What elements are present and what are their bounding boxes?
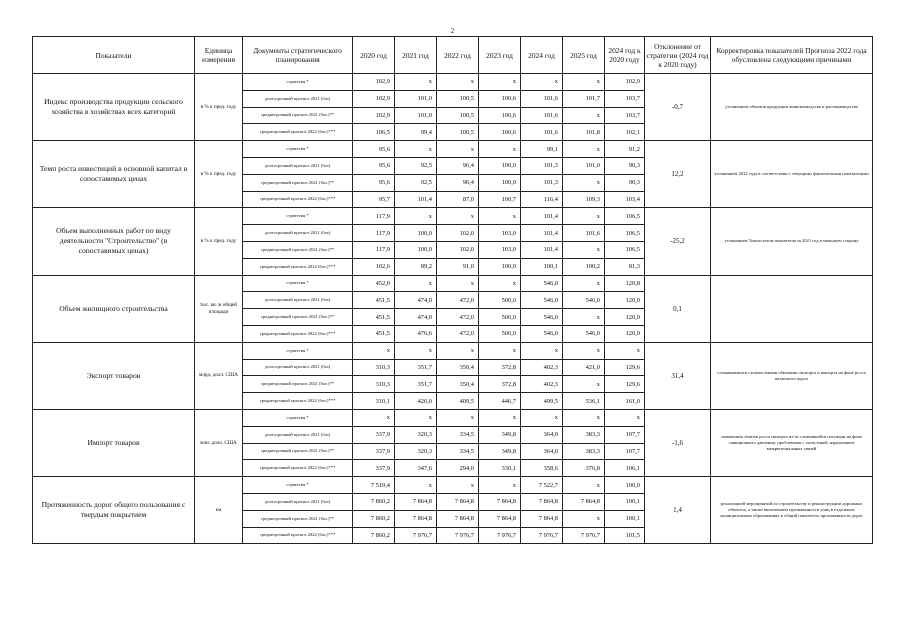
value-cell: 101,0 [395, 107, 437, 124]
unit-cell: в % к пред. году [195, 74, 243, 141]
document-cell: среднесрочный прогноз 2021 (баз.)** [243, 376, 353, 393]
value-cell: 536,1 [563, 393, 605, 410]
value-cell: 120,9 [605, 292, 645, 309]
table-row [33, 141, 873, 158]
value-cell: 101,0 [563, 157, 605, 174]
document-cell: среднесрочный прогноз 2022 (баз.)*** [243, 393, 353, 410]
note-cell: уточнением объемов продукции животноводства и растениеводства [711, 74, 873, 141]
value-cell: x [563, 342, 605, 359]
value-cell: x [353, 409, 395, 426]
value-cell: x [521, 74, 563, 91]
value-cell: 402,3 [521, 359, 563, 376]
value-cell: 117,9 [353, 241, 395, 258]
value-cell: 100,6 [479, 90, 521, 107]
value-cell: x [605, 409, 645, 426]
note-cell: снижением темпов роста импорта из-за сложившейся ситуации на фоне санкционного давления, проблемами с логистикой, нарушением межрегиональных связей [711, 409, 873, 476]
value-cell: 116,4 [521, 191, 563, 208]
value-cell: 351,7 [395, 376, 437, 393]
document-cell: стратегия * [243, 74, 353, 91]
value-cell: x [437, 342, 479, 359]
indicator-name: Индекс производства продукции сельского хозяйства в хозяйствах всех категорий [33, 74, 195, 141]
value-cell: 101,5 [605, 527, 645, 544]
header-cell: 2022 год [437, 37, 479, 74]
value-cell: 330,1 [479, 460, 521, 477]
value-cell: 103,7 [605, 107, 645, 124]
value-cell: 402,3 [521, 376, 563, 393]
document-cell: среднесрочный прогноз 2022 (баз.)*** [243, 325, 353, 342]
header-cell: Документы стратегического планирования [243, 37, 353, 74]
value-cell: x [479, 477, 521, 494]
value-cell: 7 864,8 [437, 493, 479, 510]
value-cell: 90,3 [605, 157, 645, 174]
value-cell: 102,9 [353, 107, 395, 124]
unit-cell: км [195, 477, 243, 544]
value-cell: x [479, 208, 521, 225]
value-cell: 546,0 [521, 325, 563, 342]
value-cell: 472,0 [437, 309, 479, 326]
document-cell: долгосрочный прогноз 2021 (баз) [243, 292, 353, 309]
value-cell: 376,8 [563, 460, 605, 477]
value-cell: 101,6 [521, 124, 563, 141]
indicator-name: Протяженность дорог общего пользования с твердым покрытием [33, 477, 195, 544]
table-row [33, 409, 873, 426]
value-cell: 7 976,7 [479, 527, 521, 544]
document-cell: среднесрочный прогноз 2021 (баз.)** [243, 174, 353, 191]
value-cell: 100,0 [479, 174, 521, 191]
value-cell: x [479, 141, 521, 158]
value-cell: 100,0 [395, 241, 437, 258]
value-cell: 7 976,7 [437, 527, 479, 544]
value-cell: 7 864,8 [479, 493, 521, 510]
value-cell: x [563, 174, 605, 191]
value-cell: 95,6 [353, 157, 395, 174]
value-cell: 101,4 [521, 208, 563, 225]
indicator-name: Импорт товаров [33, 409, 195, 476]
value-cell: x [479, 409, 521, 426]
value-cell: 472,0 [437, 325, 479, 342]
document-cell: среднесрочный прогноз 2021 (баз.)** [243, 510, 353, 527]
value-cell: 129,6 [605, 376, 645, 393]
value-cell: 7 976,7 [521, 527, 563, 544]
value-cell: 100,0 [479, 258, 521, 275]
value-cell: 476,6 [395, 325, 437, 342]
value-cell: 99,1 [521, 141, 563, 158]
indicator-name: Объем выполненных работ по виду деятельности "Строительство" (в сопоставимых ценах) [33, 208, 195, 275]
header-cell: 2023 год [479, 37, 521, 74]
value-cell: 310,1 [353, 393, 395, 410]
value-cell: 100,1 [521, 258, 563, 275]
header-cell: 2024 год [521, 37, 563, 74]
value-cell: x [395, 208, 437, 225]
value-cell: 364,0 [521, 443, 563, 460]
value-cell: x [521, 409, 563, 426]
value-cell: 334,5 [437, 443, 479, 460]
value-cell: 409,5 [437, 393, 479, 410]
indicator-name: Экспорт товаров [33, 342, 195, 409]
value-cell: 99,4 [395, 124, 437, 141]
value-cell: 7 522,7 [521, 477, 563, 494]
table-row [33, 275, 873, 292]
value-cell: x [437, 208, 479, 225]
value-cell: 350,4 [437, 376, 479, 393]
indicators-table [32, 36, 873, 544]
value-cell: 7 860,2 [353, 510, 395, 527]
document-cell: долгосрочный прогноз 2021 (баз) [243, 157, 353, 174]
document-cell: долгосрочный прогноз 2021 (баз) [243, 225, 353, 242]
value-cell: 90,3 [605, 174, 645, 191]
value-cell: 349,8 [479, 443, 521, 460]
value-cell: 129,6 [605, 359, 645, 376]
value-cell: 7 976,7 [563, 527, 605, 544]
value-cell: 101,0 [395, 90, 437, 107]
value-cell: 546,0 [563, 325, 605, 342]
value-cell: 383,3 [563, 426, 605, 443]
value-cell: 100,7 [479, 191, 521, 208]
value-cell: x [353, 342, 395, 359]
value-cell: 106,1 [605, 460, 645, 477]
indicator-name: Темп роста инвестиций в основной капитал в сопоставимых ценах [33, 141, 195, 208]
value-cell: 101,3 [521, 157, 563, 174]
value-cell: 310,3 [353, 376, 395, 393]
value-cell: 7 864,8 [563, 493, 605, 510]
document-cell: среднесрочный прогноз 2022 (баз.)*** [243, 527, 353, 544]
document-cell: среднесрочный прогноз 2021 (баз.)** [243, 443, 353, 460]
value-cell: 294,0 [437, 460, 479, 477]
document-cell: среднесрочный прогноз 2021 (баз.)** [243, 309, 353, 326]
value-cell: x [563, 409, 605, 426]
value-cell: 472,0 [437, 292, 479, 309]
value-cell: x [563, 74, 605, 91]
value-cell: 351,7 [395, 359, 437, 376]
value-cell: x [479, 74, 521, 91]
value-cell: 161,0 [605, 393, 645, 410]
note-cell [711, 275, 873, 342]
header-cell: 2024 год к 2020 году [605, 37, 645, 74]
value-cell: 95,6 [353, 174, 395, 191]
document-cell: среднесрочный прогноз 2022 (баз.)*** [243, 460, 353, 477]
value-cell: 101,4 [395, 191, 437, 208]
value-cell: 499,5 [521, 393, 563, 410]
value-cell: 91,2 [605, 141, 645, 158]
value-cell: 109,3 [563, 191, 605, 208]
value-cell: 7 976,7 [395, 527, 437, 544]
value-cell: x [395, 275, 437, 292]
value-cell: x [563, 309, 605, 326]
value-cell: x [563, 376, 605, 393]
deviation-cell: 0,1 [645, 275, 711, 342]
value-cell: 100,1 [605, 493, 645, 510]
value-cell: 446,7 [479, 393, 521, 410]
value-cell: 100,0 [479, 157, 521, 174]
header-cell: 2025 год [563, 37, 605, 74]
deviation-cell: -0,7 [645, 74, 711, 141]
value-cell: 364,0 [521, 426, 563, 443]
value-cell: 103,4 [605, 191, 645, 208]
value-cell: 474,0 [395, 292, 437, 309]
document-cell: долгосрочный прогноз 2021 (баз) [243, 426, 353, 443]
note-cell: уточнением Томскстатом показателя за 2021 год в меньшую сторону [711, 208, 873, 275]
value-cell: 92,5 [395, 174, 437, 191]
deviation-cell: -1,6 [645, 409, 711, 476]
value-cell: 350,4 [437, 359, 479, 376]
value-cell: 102,9 [353, 74, 395, 91]
value-cell: 320,3 [395, 443, 437, 460]
document-cell: стратегия * [243, 477, 353, 494]
unit-cell: в % к пред. году [195, 141, 243, 208]
value-cell: 103,7 [605, 90, 645, 107]
document-cell: стратегия * [243, 141, 353, 158]
value-cell: 101,6 [521, 107, 563, 124]
value-cell: 546,0 [521, 309, 563, 326]
header-cell: 2020 год [353, 37, 395, 74]
value-cell: 101,7 [563, 90, 605, 107]
unit-cell: млрд. долл. США [195, 342, 243, 409]
value-cell: 101,6 [563, 225, 605, 242]
value-cell: x [563, 241, 605, 258]
value-cell: 500,0 [479, 309, 521, 326]
note-cell: реализацией мероприятий по строительству и реконструкции дорожных объектов, а также включением протяженности улиц в отдельных муниципальных образованиях в общий показатель протяженности дорог [711, 477, 873, 544]
value-cell: x [437, 477, 479, 494]
value-cell: 106,5 [353, 124, 395, 141]
value-cell: 102,0 [437, 241, 479, 258]
value-cell: 500,0 [479, 292, 521, 309]
value-cell: 106,5 [605, 225, 645, 242]
value-cell: 320,3 [395, 426, 437, 443]
value-cell: x [563, 141, 605, 158]
value-cell: x [479, 275, 521, 292]
value-cell: 120,9 [605, 325, 645, 342]
value-cell: 383,3 [563, 443, 605, 460]
value-cell: 100,0 [395, 225, 437, 242]
value-cell: 95,6 [353, 141, 395, 158]
value-cell: 358,6 [521, 460, 563, 477]
header-cell: Отклонение от стратегии (2024 год к 2020 году) [645, 37, 711, 74]
value-cell: 102,6 [353, 258, 395, 275]
value-cell: 95,7 [353, 191, 395, 208]
value-cell: x [563, 208, 605, 225]
deviation-cell: -25,2 [645, 208, 711, 275]
deviation-cell: 1,4 [645, 477, 711, 544]
note-cell: сложившимися стоимостными объемами экспорта и импорта на фоне роста валютного курса [711, 342, 873, 409]
value-cell: x [563, 510, 605, 527]
value-cell: 7 519,4 [353, 477, 395, 494]
value-cell: 106,5 [605, 208, 645, 225]
value-cell: 347,6 [395, 460, 437, 477]
value-cell: 7 864,8 [479, 510, 521, 527]
table-row [33, 74, 873, 91]
value-cell: 337,9 [353, 460, 395, 477]
document-cell: среднесрочный прогноз 2022 (баз.)*** [243, 124, 353, 141]
value-cell: 101,3 [521, 174, 563, 191]
value-cell: x [437, 275, 479, 292]
value-cell: 451,5 [353, 292, 395, 309]
value-cell: 103,0 [479, 241, 521, 258]
value-cell: x [395, 409, 437, 426]
unit-cell: в % к пред. году [195, 208, 243, 275]
value-cell: 7 864,8 [521, 510, 563, 527]
document-cell: стратегия * [243, 275, 353, 292]
value-cell: 101,8 [563, 124, 605, 141]
value-cell: 500,0 [479, 325, 521, 342]
value-cell: 96,4 [437, 157, 479, 174]
value-cell: 102,1 [605, 124, 645, 141]
value-cell: 102,9 [353, 90, 395, 107]
document-cell: среднесрочный прогноз 2022 (баз.)*** [243, 191, 353, 208]
value-cell: 7 860,2 [353, 493, 395, 510]
value-cell: 96,4 [437, 174, 479, 191]
value-cell: x [563, 275, 605, 292]
value-cell: x [437, 141, 479, 158]
value-cell: 426,0 [395, 393, 437, 410]
table-row [33, 342, 873, 359]
deviation-cell: 12,2 [645, 141, 711, 208]
value-cell: 100,5 [437, 90, 479, 107]
value-cell: 546,0 [563, 292, 605, 309]
value-cell: x [395, 74, 437, 91]
value-cell: 7 864,8 [395, 493, 437, 510]
value-cell: 117,9 [353, 225, 395, 242]
value-cell: 81,3 [605, 258, 645, 275]
value-cell: 102,0 [437, 225, 479, 242]
value-cell: 334,5 [437, 426, 479, 443]
value-cell: 100,5 [437, 107, 479, 124]
document-cell: долгосрочный прогноз 2021 (баз) [243, 493, 353, 510]
document-cell: стратегия * [243, 208, 353, 225]
value-cell: 372,8 [479, 376, 521, 393]
value-cell: x [437, 409, 479, 426]
value-cell: 7 864,8 [521, 493, 563, 510]
value-cell: 100,1 [605, 510, 645, 527]
value-cell: 337,9 [353, 443, 395, 460]
value-cell: 546,0 [521, 292, 563, 309]
header-cell: Единица измерения [195, 37, 243, 74]
value-cell: 310,3 [353, 359, 395, 376]
value-cell: 87,0 [437, 191, 479, 208]
value-cell: 100,0 [605, 477, 645, 494]
value-cell: 421,0 [563, 359, 605, 376]
value-cell: 451,5 [353, 309, 395, 326]
value-cell: 337,9 [353, 426, 395, 443]
document-cell: среднесрочный прогноз 2021 (баз.)** [243, 241, 353, 258]
value-cell: 91,0 [437, 258, 479, 275]
value-cell: 452,0 [353, 275, 395, 292]
value-cell: 372,8 [479, 359, 521, 376]
header-cell: 2021 год [395, 37, 437, 74]
value-cell: 92,5 [395, 157, 437, 174]
table-row [33, 477, 873, 494]
value-cell: 7 864,8 [437, 510, 479, 527]
value-cell: 451,5 [353, 325, 395, 342]
value-cell: 100,6 [479, 124, 521, 141]
value-cell: 101,6 [521, 90, 563, 107]
value-cell: 7 864,8 [395, 510, 437, 527]
value-cell: x [563, 107, 605, 124]
header-cell: Корректировка показателей Прогноза 2022 года обусловлена следующими причинами [711, 37, 873, 74]
value-cell: x [395, 342, 437, 359]
value-cell: 120,8 [605, 275, 645, 292]
header-cell: Показатели [33, 37, 195, 74]
value-cell: 102,9 [605, 74, 645, 91]
value-cell: 107,7 [605, 443, 645, 460]
document-cell: стратегия * [243, 342, 353, 359]
value-cell: x [479, 342, 521, 359]
value-cell: x [437, 74, 479, 91]
document-cell: стратегия * [243, 409, 353, 426]
table-row [33, 208, 873, 225]
value-cell: x [521, 342, 563, 359]
value-cell: 120,9 [605, 309, 645, 326]
value-cell: 546,0 [521, 275, 563, 292]
document-cell: среднесрочный прогноз 2021 (баз.)** [243, 107, 353, 124]
value-cell: x [563, 477, 605, 494]
value-cell: x [395, 141, 437, 158]
value-cell: 101,4 [521, 225, 563, 242]
value-cell: 89,2 [395, 258, 437, 275]
document-cell: долгосрочный прогноз 2021 (баз) [243, 90, 353, 107]
value-cell: 100,6 [479, 107, 521, 124]
value-cell: 7 860,2 [353, 527, 395, 544]
unit-cell: тыс. кв. м общей площади [195, 275, 243, 342]
value-cell: x [605, 342, 645, 359]
value-cell: 100,2 [563, 258, 605, 275]
value-cell: x [395, 477, 437, 494]
value-cell: 117,9 [353, 208, 395, 225]
value-cell: 106,5 [605, 241, 645, 258]
value-cell: 101,4 [521, 241, 563, 258]
deviation-cell: 31,4 [645, 342, 711, 409]
document-cell: среднесрочный прогноз 2022 (баз.)*** [243, 258, 353, 275]
indicator-name: Объем жилищного строительства [33, 275, 195, 342]
header-row [33, 37, 873, 74]
value-cell: 103,0 [479, 225, 521, 242]
value-cell: 100,5 [437, 124, 479, 141]
unit-cell: млн. долл. США [195, 409, 243, 476]
value-cell: 474,0 [395, 309, 437, 326]
value-cell: 107,7 [605, 426, 645, 443]
value-cell: 349,8 [479, 426, 521, 443]
note-cell: уточнением 2022 года в соответствии с текущими фактическими показателями [711, 141, 873, 208]
page-number: 2 [450, 27, 455, 35]
document-cell: долгосрочный прогноз 2021 (баз) [243, 359, 353, 376]
